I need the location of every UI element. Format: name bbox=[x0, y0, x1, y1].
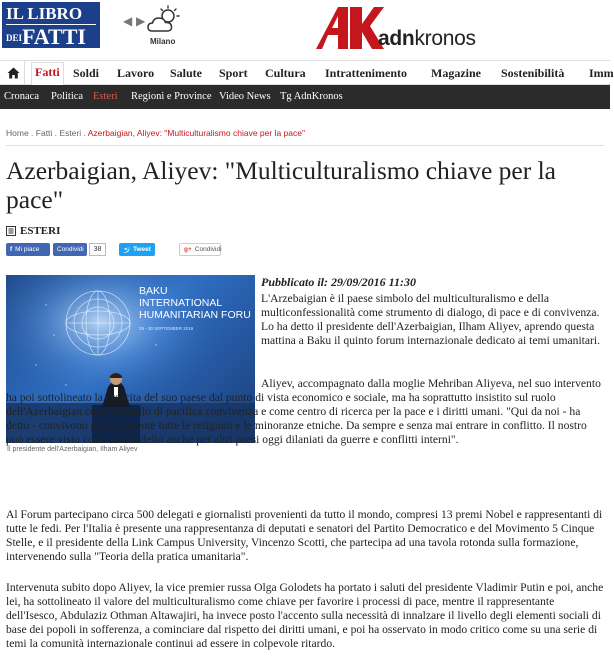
nav-item-cultura[interactable]: Cultura bbox=[265, 66, 306, 80]
logo-line2 bbox=[6, 26, 96, 48]
article-paragraph-2-text: Aliyev, accompagnato dalla moglie Mehriban Aliyeva, nel suo intervento ha poi sottolineato la crescita del suo paese dal punto di vista economico e sociale, ma ha soprattutto insistito sul ruolo dell'Azerbaigian come modello di pacifica convivenza e come centro di ricerca per la pace e i diritti umani. "Qui da noi - ha detto - convivono pacificamente tutte le religioni e le minoranze etniche. Da sempre e senza mai entrare in conflitto. Il nostro può essere visto come un modello anche per altri paesi oggi dilaniati da guerre e conflitti interni". bbox=[6, 377, 601, 447]
weather-nav-arrows[interactable]: ◀ ▶ bbox=[123, 14, 146, 28]
nav-item-immobiliare[interactable]: Imm bbox=[589, 66, 614, 80]
photo-text-line1: BAKU bbox=[139, 285, 168, 297]
subnav-item-tg-adnkronos[interactable]: Tg AdnKronos bbox=[280, 91, 343, 102]
adnkronos-logo-icon[interactable] bbox=[314, 5, 384, 51]
subnav-item-esteri[interactable]: Esteri bbox=[93, 91, 118, 102]
nav-item-soldi[interactable]: Soldi bbox=[73, 66, 100, 80]
photo-text-date: 29 - 30 SEPTEMBER 2016 bbox=[139, 326, 194, 331]
adn-prefix: adn bbox=[378, 27, 415, 50]
photo-caption: Il presidente dell'Azerbaigian, Ilham Aliyev bbox=[7, 446, 138, 453]
photo-overlay-text bbox=[139, 285, 251, 335]
site-logo[interactable] bbox=[2, 2, 100, 48]
subnav-item-cronaca[interactable]: Cronaca bbox=[4, 91, 39, 102]
section-label-text: ESTERI bbox=[20, 225, 61, 237]
adnkronos-wordmark[interactable] bbox=[378, 27, 476, 51]
main-nav bbox=[0, 60, 614, 85]
photo-text-line3: HUMANITARIAN FORU bbox=[139, 309, 251, 321]
header-divider bbox=[6, 145, 604, 146]
adn-suffix: kronos bbox=[414, 27, 476, 50]
site-header bbox=[0, 0, 610, 60]
logo-fatti-text: FATTI bbox=[22, 24, 86, 49]
google-plus-icon: g+ bbox=[184, 246, 192, 253]
breadcrumb bbox=[6, 128, 305, 138]
publish-date: Pubblicato il: 29/09/2016 11:30 bbox=[261, 275, 416, 289]
nav-item-lavoro[interactable]: Lavoro bbox=[117, 66, 155, 80]
weather-city: Milano bbox=[150, 37, 176, 46]
breadcrumb-esteri[interactable]: Esteri bbox=[59, 128, 82, 138]
article-paragraph-4: Intervenuta subito dopo Aliyev, la vice premier russa Olga Golodets ha portato i saluti del presidente Vladimir Putin e poi, anche lei, ha sottolineato il valore del multiculturalismo come chiave per favorire i processi di pace, mentre il rappresentante dell'Isesco, Abdulaziz Othman Altawajiri, ha invece posto l'accento sulla necessità di innalzare il livello degli elementi sociali di base dei popoli in sofferenza, a cominciare dal rispetto dei diritti umani, e poi ha osservato in modo critico come su una serie di temi la comunità internazionale continui ad essere in colpevole ritardo. bbox=[6, 581, 604, 651]
nav-item-sport[interactable]: Sport bbox=[219, 66, 248, 80]
section-list-icon bbox=[6, 226, 16, 236]
google-plus-button[interactable] bbox=[179, 243, 221, 256]
facebook-like-label: Mi piace bbox=[15, 246, 40, 253]
home-icon bbox=[7, 67, 20, 79]
nav-home[interactable] bbox=[2, 61, 25, 84]
logo-dei: DEI bbox=[6, 33, 23, 44]
breadcrumb-sep: . bbox=[28, 128, 36, 138]
paragraph-indent bbox=[6, 386, 261, 387]
tweet-button[interactable] bbox=[119, 243, 155, 256]
breadcrumb-current: Azerbaigian, Aliyev: "Multiculturalismo chiave per la pace" bbox=[87, 128, 305, 138]
subnav-item-regioni[interactable]: Regioni e Province bbox=[131, 91, 212, 102]
section-label[interactable] bbox=[6, 225, 60, 237]
logo-line1: IL LIBRO bbox=[6, 5, 96, 25]
nav-item-sostenibilita[interactable]: Sostenibilità bbox=[501, 66, 565, 80]
partly-cloudy-icon bbox=[146, 5, 182, 35]
breadcrumb-sep: . bbox=[52, 128, 60, 138]
photo-text-line2: INTERNATIONAL bbox=[139, 297, 223, 309]
facebook-icon: f bbox=[10, 246, 13, 253]
sub-nav bbox=[0, 85, 610, 109]
nav-item-fatti[interactable]: Fatti bbox=[31, 62, 64, 85]
tweet-label: Tweet bbox=[133, 246, 151, 253]
article-paragraph-2 bbox=[6, 377, 606, 447]
nav-item-magazine[interactable]: Magazine bbox=[431, 66, 481, 80]
breadcrumb-sep: . bbox=[81, 128, 88, 138]
facebook-like-button[interactable] bbox=[6, 243, 50, 256]
nav-item-intrattenimento[interactable]: Intrattenimento bbox=[325, 66, 407, 80]
breadcrumb-fatti[interactable]: Fatti bbox=[35, 128, 53, 138]
share-count: 38 bbox=[89, 243, 106, 256]
facebook-share-button[interactable] bbox=[53, 243, 87, 256]
article-paragraph-1: L'Arzebaigian è il paese simbolo del multiculturalismo e della multiconfessionalità come strumento di dialogo, di pace e di convivenza. Lo ha detto il presidente dell'Azerbaigian, Ilham Aliyev, aprendo questa mattina a Baku il quinto forum internazionale dedicato ai temi umanitari. bbox=[261, 292, 601, 348]
subnav-item-video-news[interactable]: Video News bbox=[219, 91, 271, 102]
facebook-share-label: Condividi bbox=[57, 246, 84, 253]
google-plus-label: Condividi bbox=[194, 246, 222, 253]
nav-item-salute[interactable]: Salute bbox=[170, 66, 203, 80]
article-paragraph-3: Al Forum partecipano circa 500 delegati e giornalisti provenienti da tutto il mondo, compresi 13 premi Nobel e rappresentanti di tutte le fedi. Per l'Italia è presente una rappresentanza di deputati e senatori del Partito Democratico e del Movimento 5 Cinque Stelle, e il presidente della Link Campus University, Vincenzo Scotti, che partecipa ad una tavola rotonda sulla formazione, intervenendo sulla "Teoria della pratica umanitaria". bbox=[6, 508, 603, 564]
article-title: Azerbaigian, Aliyev: "Multiculturalismo chiave per la pace" bbox=[6, 156, 556, 214]
breadcrumb-home[interactable]: Home bbox=[6, 128, 29, 138]
twitter-bird-icon bbox=[123, 247, 130, 253]
subnav-item-politica[interactable]: Politica bbox=[51, 91, 84, 102]
